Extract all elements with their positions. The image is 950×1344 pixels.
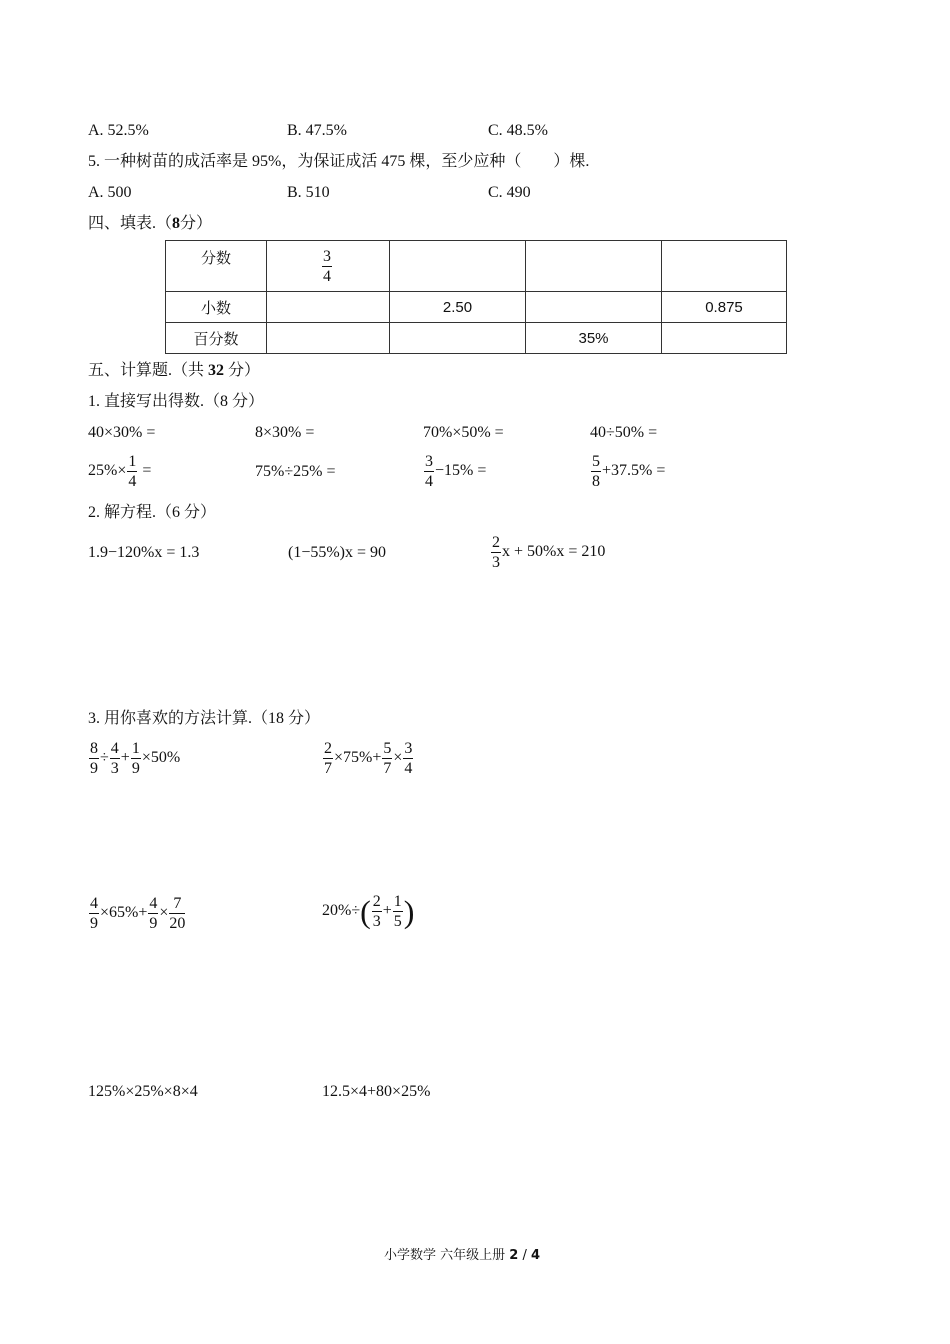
table-cell xyxy=(267,292,390,323)
table-cell xyxy=(390,323,526,354)
q5-option-c: C. 490 xyxy=(488,184,531,201)
table-cell: 35% xyxy=(526,323,662,354)
table-cell: 2.50 xyxy=(390,292,526,323)
calc2-title: 2. 解方程.（6 分） xyxy=(88,504,217,521)
section4-title: 四、填表.（8分） xyxy=(88,215,213,232)
page-footer: 小学数学 六年级上册 2 / 4 xyxy=(384,1248,541,1263)
calc1-title: 1. 直接写出得数.（8 分） xyxy=(88,393,265,410)
calc1-expr-7: $\frac{3}{4}$ −15% = xyxy=(425,453,487,490)
calc1-expr-1: 40×30% = xyxy=(88,424,156,441)
equation-3: $\frac{2}{3}$ x + 50%x = 210 xyxy=(492,534,606,571)
calc3-problem-1: $\frac{8}{9}$ ÷ $\frac{4}{3}$ + $\frac{1}{9}$ ×50% xyxy=(90,740,181,777)
total-pages: 4 xyxy=(530,1248,541,1263)
calc1-expr-6: 75%÷25% = xyxy=(255,463,336,480)
q4-option-a: A. 52.5% xyxy=(88,122,149,139)
section5-title: 五、计算题.（共 32 分） xyxy=(88,362,261,379)
table-row xyxy=(166,323,787,354)
table-cell xyxy=(526,292,662,323)
calc3-title: 3. 用你喜欢的方法计算.（18 分） xyxy=(88,710,321,727)
calc3-problem-2: $\frac{2}{7}$ ×75%+ $\frac{5}{7}$ × $\frac{3}{4}$ xyxy=(324,740,413,777)
table-row xyxy=(166,292,787,323)
calc3-problem-3: $\frac{4}{9}$ ×65%+ $\frac{4}{9}$ × $\frac{7}{20}$ xyxy=(90,895,186,932)
equation-2: (1−55%)x = 90 xyxy=(288,544,387,561)
current-page: 2 xyxy=(509,1248,519,1263)
table-cell xyxy=(390,241,526,292)
calc1-expr-5: 25%× $\frac{1}{4}$ = xyxy=(88,453,152,490)
table-cell: 0.875 xyxy=(662,292,787,323)
calc1-expr-3: 70%×50% = xyxy=(423,424,504,441)
calc1-expr-4: 40÷50% = xyxy=(590,424,658,441)
calc3-problem-4: 20%÷( $\frac{2}{3}$ + $\frac{1}{5}$ ) xyxy=(322,893,415,930)
q5-option-a: A. 500 xyxy=(88,184,132,201)
table-cell xyxy=(662,323,787,354)
table-row xyxy=(166,241,787,292)
q5-option-b: B. 510 xyxy=(287,184,330,201)
table-cell xyxy=(662,241,787,292)
calc1-expr-2: 8×30% = xyxy=(255,424,315,441)
row-label: 百分数 xyxy=(166,323,267,354)
table-cell xyxy=(526,241,662,292)
table-cell xyxy=(267,323,390,354)
calc3-problem-5: 125%×25%×8×4 xyxy=(88,1083,198,1100)
fraction-cell: $\frac{3}{4}$ xyxy=(267,241,390,292)
fill-table xyxy=(165,240,787,354)
calc1-expr-8: $\frac{5}{8}$ +37.5% = xyxy=(592,453,666,490)
row-label: 分数 xyxy=(166,241,267,292)
q4-option-c: C. 48.5% xyxy=(488,122,548,139)
q4-option-b: B. 47.5% xyxy=(287,122,347,139)
row-label: 小数 xyxy=(166,292,267,323)
calc3-problem-6: 12.5×4+80×25% xyxy=(322,1083,431,1100)
equation-1: 1.9−120%x = 1.3 xyxy=(88,544,200,561)
q5-question: 5. 一种树苗的成活率是 95%，为保证成活 475 棵，至少应种（ ）棵. xyxy=(88,153,590,170)
